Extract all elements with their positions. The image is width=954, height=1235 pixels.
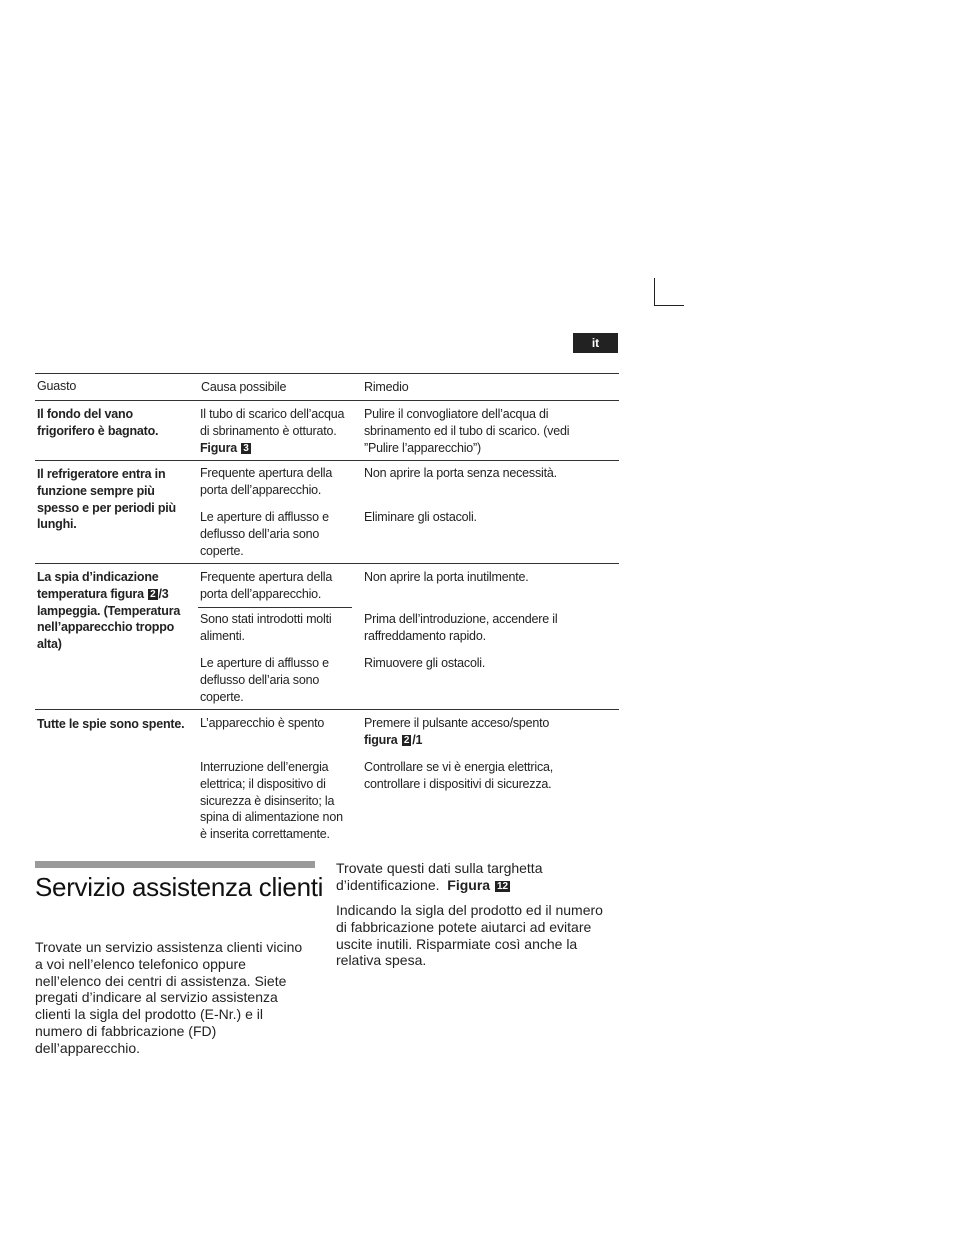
row4-guasto: Tutte le spie sono spente. <box>37 717 185 731</box>
row4-causa-1: L’apparecchio è spento <box>200 716 325 730</box>
row2-causa-2: Le aperture di afflusso e deflusso dell’aria sono coperte. <box>200 510 329 558</box>
section-title: Servizio assistenza clienti <box>35 872 324 902</box>
crop-mark-vertical <box>654 278 655 306</box>
col1-rule <box>35 460 189 461</box>
row3-rimedio-1: Non aprire la porta inutilmente. <box>364 570 529 584</box>
row2-rimedio-1: Non aprire la porta senza necessità. <box>364 466 557 480</box>
row2-rimedio-2: Eliminare gli ostacoli. <box>364 510 477 524</box>
header-rule <box>35 400 619 401</box>
figure-3-icon: 3 <box>243 442 249 454</box>
figure-12-icon: 12 <box>496 880 509 892</box>
figure-2-icon: 2 <box>150 588 156 600</box>
header-rimedio: Rimedio <box>364 380 409 394</box>
service-paragraph-1: Trovate un servizio assistenza clienti vicino a voi nell’elenco telefonico oppure nell’elenco dei centri di assistenza. Siete pregati d’indicare al servizio assistenza clienti la sigla del prodotto (E-Nr.) e il numero di fabbricazione (FD) dell’apparecchio. <box>35 939 303 1056</box>
language-tab: it <box>573 333 618 353</box>
col1-rule-2 <box>35 709 189 710</box>
row3-causa-3: Le aperture di afflusso e deflusso dell’aria sono coperte. <box>200 656 329 704</box>
row2-guasto: Il refrigeratore entra in funzione sempre più spesso e per periodi più lunghi. <box>37 467 176 532</box>
row1-causa: Il tubo di scarico dell’acqua di sbrinamento è otturato. Figura 3 <box>200 407 345 455</box>
row4-rimedio-2: Controllare se vi è energia elettrica, controllare i dispositivi di sicurezza. <box>364 760 554 791</box>
figure-2-icon: 2 <box>403 734 410 746</box>
header-guasto: Guasto <box>37 379 77 393</box>
row3-rimedio-2: Prima dell’introduzione, accendere il raffreddamento rapido. <box>364 612 558 643</box>
row4-rimedio-1: Premere il pulsante acceso/spento figura 2 /1 <box>364 716 550 747</box>
header-causa: Causa possibile <box>201 380 287 394</box>
row3-causa-1: Frequente apertura della porta dell’apparecchio. <box>200 570 333 601</box>
row2-rule <box>35 563 619 564</box>
table-top-rule <box>35 373 619 374</box>
row3-rimedio-3: Rimuovere gli ostacoli. <box>364 656 486 670</box>
row1-guasto: Il fondo del vano frigorifero è bagnato. <box>37 407 159 438</box>
row2-causa-1: Frequente apertura della porta dell’apparecchio. <box>200 466 333 497</box>
row3-sub-rule <box>198 607 352 608</box>
row3-guasto: La spia d’indicazione temperatura figura 2 /3 lampeggia. (Temperatura nell’apparecchio troppo alta) <box>37 570 181 652</box>
service-paragraph-2: Trovate questi dati sulla targhetta d’identificazione. Figura 12 <box>336 860 543 893</box>
row4-causa-2: Interruzione dell’energia elettrica; il dispositivo di sicurezza è disinserito; la spina di alimentazione non è inserita correttamente. <box>200 760 343 842</box>
section-bar <box>35 861 315 868</box>
row1-rimedio: Pulire il convogliatore dell’acqua di sbrinamento ed il tubo di scarico. (vedi ”Pulire l’apparecchio”) <box>364 407 570 455</box>
service-paragraph-3: Indicando la sigla del prodotto ed il numero di fabbricazione potete aiutarci ad evitare uscite inutili. Risparmiate così anche la relativa spesa. <box>336 902 603 969</box>
row3-causa-2: Sono stati introdotti molti alimenti. <box>200 612 332 643</box>
crop-mark-horizontal <box>654 305 684 306</box>
